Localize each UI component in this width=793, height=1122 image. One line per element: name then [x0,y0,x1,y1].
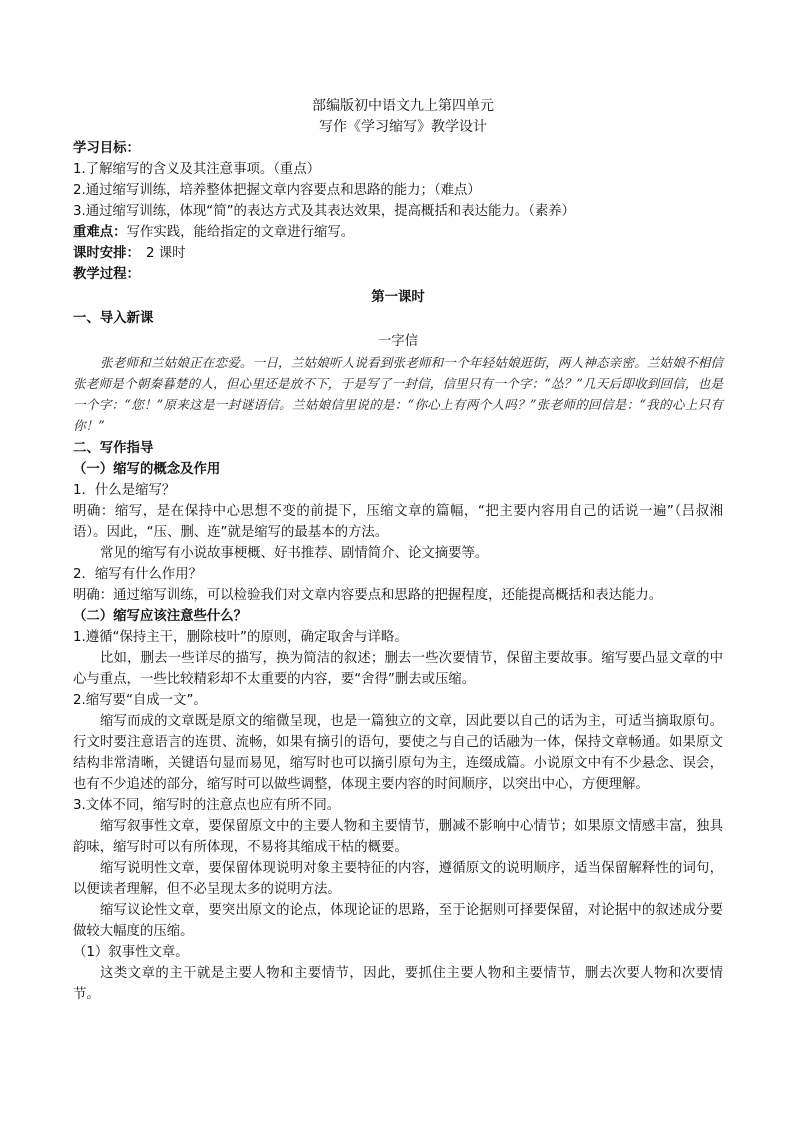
answer-2: 明确：通过缩写训练，可以检验我们对文章内容要点和思路的把握程度，还能提高概括和表达能力。 [73,588,663,603]
section-1-heading: 一、导入新课 [73,311,154,326]
subsection-1-heading: （一）缩写的概念及作用 [73,462,221,477]
question-1: 1．什么是缩写？ [73,483,176,498]
principle-3-expository: 缩写说明性文章，要保留体现说明对象主要特征的内容，遵循原文的说明顺序，适当保留解释性的词句，以便读者理解，但不必呈现太多的说明方法。 [73,861,723,897]
answer-1-extra: 常见的缩写有小说故事梗概、好书推荐、剧情简介、论文摘要等。 [100,546,489,561]
story-text: 张老师和兰姑娘正在恋爱。一日，兰姑娘听人说看到张老师和一个年轻姑娘逛街，两人神态亲密。兰姑娘不相信张老师是个朝秦暮楚的人，但心里还是放不下，于是写了一封信，信里只有一个字：“怂？”几天后即收到回信，也是一个字：“您！”原来这是一封谜语信。兰姑娘信里说的是：“你心上有两个人吗？”张老师的回信是：“我的心上只有你！” [73,355,723,433]
principle-3-title: 3.文体不同，缩写时的注意点也应有所不同。 [73,798,341,813]
key-points [73,222,723,243]
answer-1: 明确：缩写，是在保持中心思想不变的前提下，压缩文章的篇幅，“把主要内容用自己的话说一遍”（吕叔湘语）。因此，“压、删、连”就是缩写的最基本的方法。 [73,504,723,540]
story-title: 一字信 [377,334,419,349]
narrative-text: 这类文章的主干就是主要人物和主要情节，因此，要抓住主要人物和主要情节，删去次要人物和次要情节。 [73,966,723,1002]
principle-2-title: 2.缩写要“自成一文”。 [73,693,207,708]
narrative-title: （1）叙事性文章。 [73,945,189,960]
principle-3-argumentative: 缩写议论性文章，要突出原文的论点，体现论证的思路，至于论据则可择要保留，对论据中的叙述成分要做较大幅度的压缩。 [73,903,723,939]
lesson-heading: 第一课时 [371,290,425,305]
subsection-2-heading: （二）缩写应该注意些什么？ [73,609,248,624]
learning-goals-label: 学习目标： [73,141,140,156]
goal-item-1: 1.了解缩写的含义及其注意事项。（重点） [73,162,321,177]
document-page [73,96,723,1005]
principle-3-narrative: 缩写叙事性文章，要保留原文中的主要人物和主要情节，删减不影响中心情节；如果原文情感丰富，独具韵味，缩写时可以有所体现，不易将其缩成干枯的概要。 [73,819,723,855]
question-2: 2．缩写有什么作用？ [73,567,203,582]
principle-2-text: 缩写而成的文章既是原文的缩微呈现，也是一篇独立的文章，因此要以自己的话为主，可适当摘取原句。行文时要注意语言的连贯、流畅，如果有摘引的语句，要使之与自己的话融为一体，保持文章畅通。如果原文结构非常清晰，关键语句显而易见，缩写时也可以摘引原句为主，连缀成篇。小说原文中有不少悬念、误会，也有不少追述的部分，缩写时可以做些调整，体现主要内容的时间顺序，以突出中心，方便理解。 [73,714,723,792]
schedule-label: 课时安排： [73,246,140,261]
goal-item-3: 3.通过缩写训练，体现“简”的表达方式及其表达效果，提高概括和表达能力。（素养） [73,204,576,219]
schedule [73,243,723,264]
goal-item-2: 2.通过缩写训练，培养整体把握文章内容要点和思路的能力；（难点） [73,183,481,198]
key-points-text: 写作实践，能给指定的文章进行缩写。 [126,225,355,240]
process-label: 教学过程： [73,267,140,282]
section-2-heading: 二、写作指导 [73,441,154,456]
doc-title-line2: 写作《学习缩写》教学设计 [319,119,487,135]
principle-1-text: 比如，删去一些详尽的描写，换为简洁的叙述；删去一些次要情节，保留主要故事。缩写要凸显文章的中心与重点，一些比较精彩却不太重要的内容，要“舍得”删去或压缩。 [73,651,723,687]
principle-1-title: 1.遵循“保持主干，删除枝叶”的原则，确定取舍与详略。 [73,630,408,645]
key-points-label: 重难点： [73,225,127,240]
schedule-text: 2 课时 [145,246,186,261]
doc-title-line1: 部编版初中语文九上第四单元 [312,98,494,114]
